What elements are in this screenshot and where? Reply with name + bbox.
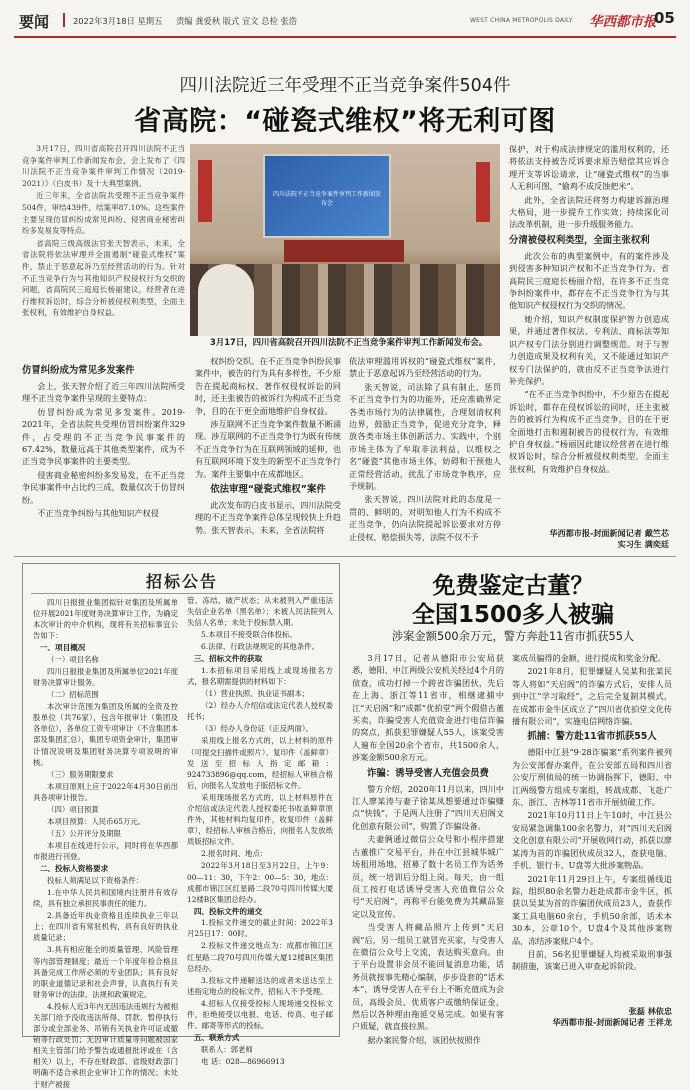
byline-intern: 实习生 满奕廷 [617,539,669,549]
body-paragraph: 侵害商业秘密纠纷多发易发，在不正当竞争民事案件中占比约三成，数量仅次于仿冒纠纷。 [22,469,185,505]
tender-section: 三、招标文件的获取 [193,654,263,664]
page-number: 05 [654,9,675,27]
section-label: 要闻 [19,13,50,31]
tender-text: （二）招标范围 [47,690,99,700]
page-header [0,0,690,40]
story2-col-1 [352,652,504,1045]
tender-text: 四川日报报业集团及所属单位2021年度财务决算审计服务。 [33,666,178,687]
story2-subhead: 涉案金额500余万元，警方奔赴11省市抓获55人 [391,630,635,643]
body-paragraph: 依法审理滥用诉权的“碰瓷式维权”案件，禁止于恶意起诉乃至经营活动的行为。 [349,356,501,379]
section-rule [14,556,676,557]
tender-text: 管、冻结、破产状态；从未被列入严重违法失信企业名单（黑名单）；未被人民法院列入失信人名单；未处于投标禁入期。 [187,596,333,628]
tender-text: 2.具备近年执业资格且连续执业三年以上；在四川省有常驻机构，具有良好的执业质量记录； [33,911,178,943]
body-paragraph: 她介绍，知识产权制度保护智力创造成果，并通过著作权法、专利法、商标法等知识产权专门法分别进行调整规范。对于与智力创造成果及权利有关，又不能通过知识产权专门法保护的，就由反不正当竞争法进行补充保护。 [509,313,669,386]
tender-text: 投标人须满足以下资格条件： [47,875,144,885]
body-paragraph: 仿冒纠纷成为常见多发案件。2019-2021年，全省法院共受理仿冒纠纷案件329件，占受理的不正当竞争民事案件的67.42%，数量远高于其他类型案件，成为不正当竞争民事案件的主要类型。 [22,406,185,467]
body-paragraph: 此次发布的白皮书显示，四川法院受理的不正当竞争案件总体呈现较快上升趋势。张天智表示，未来，全省法院将 [195,500,341,535]
tender-text: 4.招标人仅接受投标人现场递交投标文件，拒绝接受以电报、电话、传真、电子邮件、邮寄等形式的投标。 [187,998,333,1031]
body-paragraph: 德阳中江县“9·28诈骗案”系列案件被列为公安部督办案件，在公安部五局和四川省公安厅刑侦局的统一协调指挥下，德阳、中江两级警方组成专案组，转战成都、飞赴广东、浙江、吉林等11省市开展侦破工作。 [512,747,672,808]
body-paragraph: 目前，56名犯罪嫌疑人均被采取刑事强制措施，该案已进入审查起诉阶段。 [512,948,672,972]
body-paragraph: 此外，全省法院还将努力构建诉源治理大格局，进一步提升工作实效；持续深化司法改革机制，进一步升级服务能力。 [509,194,669,230]
tender-text: （五）公开评分及期限 [47,829,121,839]
photo-flag-left [198,160,212,222]
header-staff: 责编 龚爱秋 版式 宣文 总检 张浩 [176,16,298,26]
intro-paragraph: 3月17日，四川省高院召开四川法院不正当竞争案件审判工作新闻发布会，会上发布了《四川法院不正当竞争案件审判工作情况（2019-2021）》（白皮书）及十大典型案例。 [22,144,185,188]
tender-text: 电 话：028—86966913 [201,1056,285,1066]
lead-photo [190,144,500,336]
body-paragraph: 张天智说，四川法院对此的态度是一贯的、鲜明的，对明知他人行为不构成不正当竞争，仍向法院提起诉讼要求对方停止侵权、赔偿损失等，法院不仅不予 [349,494,501,542]
tender-col-1 [33,597,178,1089]
photo-screen [263,154,391,238]
tender-text: 本项目在线进行公示，同时将在华西都市报进行刊登。 [33,841,178,862]
byline-reporter: 华西都市报-封面新闻记者 王祥龙 [552,1017,672,1027]
intro-paragraph: 省高院三级高级法官张天智表示，未来，全省法院将依法审理并全面遏制“碰瓷式维权”案件，禁止于恶意起诉乃至经营活动的行为。针对不正当竞争行为与其他知识产权侵权行为交织的问题，省高院民三庭庭长杨丽建议，经营者在进行维权诉讼时，综合分析被侵权利类型，全面主张权利，有效维护自身权益。 [22,238,185,318]
tender-text: 联系人：郭老师 [201,1044,253,1054]
story2-headline-2: 全国1500多人被骗 [411,602,614,628]
tender-section: 二、投标人资格要求 [39,864,109,874]
photo-presenter [198,264,254,336]
intro-paragraph: 近三年来，全省法院共受理不正当竞争案件504件，审结439件，结案率87.10%。这些案件主要呈现仿冒纠纷成常见纠纷、侵害商业秘密纠纷多发易发等特点。 [22,191,185,236]
subhead-fraud: 诈骗：诱导受害人充值会员费 [367,767,489,779]
tender-notice [22,563,340,1089]
body-paragraph: 会上，张天智介绍了近三年四川法院所受理不正当竞争案件呈现的主要特点： [22,381,185,404]
tender-text: 1.在中华人民共和国境内注册并有效存续，具有独立承担民事责任的能力。 [33,887,178,909]
subhead-counterfeit: 仿冒纠纷成为常见多发案件 [22,365,135,376]
subhead-arrest: 抓捕：警方赴11省市抓获55人 [527,731,657,743]
photo-caption: 3月17日，四川省高院召开四川法院不正当竞争案件审判工作新闻发布会。 [210,337,488,347]
body-paragraph: 此次公布的典型案例中，有的案件涉及到侵害多种知识产权和不正当竞争行为。省高院民三庭庭长杨丽介绍，在许多不正当竞争纠纷案件中，都存在不正当竞争行为与其他知识产权侵权行为交织的情况。 [509,250,669,311]
header-rule [14,36,676,38]
lead-col-4 [509,143,669,529]
lead-intro [22,143,185,361]
tender-text: （3）经办人身份证（正反两面）。 [201,724,313,734]
tender-text: 2.报名时间、地点： [201,849,268,859]
body-paragraph: 保护，对于构成法律规定的滥用权利的，还将依法支持被告反诉要求原告赔偿其应诉合理开支等诉讼请求，让“碰瓷式维权”的当事人无利可图，“偷鸡不成反蚀把米”。 [509,144,669,192]
body-paragraph: 不正当竞争纠纷与其他知识产权侵 [37,508,159,519]
body-paragraph: 3月17日，记者从德阳市公安局获悉，德阳、中江两级公安机关经过4个月的侦查，成功打掉一个跨省诈骗团伙，先后在上海、浙江等11省市，相继逮捕中江“天启阁”和“成都”优拍堂”两个假借古董买卖，诈骗受害人充值资金进行电信诈骗的窝点，抓获犯罪嫌疑人55人，该案受害人遍布全国20余个省市，共1500余人，涉案金额500余万元。 [352,653,504,763]
tender-text: （三）服务期限要求 [47,769,114,779]
body-paragraph: 2021年8月，犯罪嫌疑人吴某和张某民等人将如“天启阁”的诈骗方式后，安排人员到中江“学习取经”，之后完全复制其模式，在成都市金牛区成立了“四川省优拍堂文化传播有限公司”，实施电信网络诈骗。 [512,666,672,727]
tender-text: 3.具有相应能全的质量管理、风险管理等内部管理制度；最近一个年度年检合格且具备完成工作所必须的专业团队；具有良好的职业道德记录和社会声誉，认真执行有关财务审计的法律、法规和政策规定。 [33,945,178,999]
story2-col-2 [512,652,672,1004]
tender-text: 本项目原则上应于2022年4月30日前出具各项审计报告。 [33,781,178,802]
lead-byline [509,528,669,550]
paper-logo: 华西都市报 [589,14,657,30]
body-paragraph: 警方介绍，2020年11月以来，四川中江人廖某涛与妻子徐某凤想要通过诈骗赚点“快钱”，于是两人注册了“四川天启阁文化创意有限公司”，购置了诈骗设备。 [352,783,504,831]
tender-col-2 [187,578,333,1066]
lead-col-1 [22,361,185,547]
body-paragraph: 案成员骗得的金额，进行提成和奖金分配。 [512,653,666,663]
tender-text: （1）营业执照、执业证书副本； [201,689,310,699]
header-divider [63,13,65,27]
tender-title: 招标公告 [145,572,218,591]
tender-text: （2）经办人介绍信或法定代表人授权委托书； [187,701,333,722]
tender-text: 6.法律、行政法规规定的其他条件。 [201,642,319,652]
tender-text: 4.投标人近3年内无因违法违规行为被相关部门给予没收违法所得、罚款、暂停执行部分或全部业务、吊销有关执业许可证或撤销等行政处罚；无因审计质量等问题被国家相关主管部门给予警告或通报批评或在（含相关）以上，不存在财政部、省级财政部门明确不适合承担企业审计工作的情况；未处于财产被接 [33,1001,178,1089]
tender-section: 四、投标文件的递交 [193,906,263,916]
photo-flag-right [476,162,490,222]
body-paragraph: 当受害人将藏品照片上传到“天启阁”后，另一组员工就冒充买家，与受害人在微信公众号上交流，表达购买意向。由于平台设置非会员不能回复消息功能，话务员就按事先精心编制，步步设套的“话术本”，诱导受害人在平台上不断充值成为会员，高级会员、优质客户或缴纳保证金，然后以各种理由拖延交易完成。如果有客户质疑，就直接拉黑。 [352,922,504,1032]
body-paragraph: 张天智说，司法除了具有制止、惩罚不正当竞争行为的功能外，还应准确界定各类市场行为的法律属性，合理划清权利边界，鼓励正当竞争，促进充分竞争，释放各类市场主体创新活力。实践中，个别市场主体为了牟取非法利益，以维权之名“碰瓷”其他市场主体，妨碍和干预他人正常经营活动，扰乱了市场竞争秩序，应予规制。 [349,381,501,492]
tender-section: 五、联系方式 [193,1033,240,1043]
body-paragraph: 涉互联网不正当竞争案件数量不断涌现。涉互联网的不正当竞争行为既有传统不正当竞争行为在互联网领域的延伸，也有互联网环境下发生的新型不正当竞争行为。案件主要集中在成都地区。 [195,419,341,479]
tender-text: 采用现场报名方式的，以上材料原件在介绍信或法定代表人授权委托书收盖鲜章原件外，其他材料均复印件，收复印件（盖鲜章），经招标人审核合格后，向报名人发放纸质版招标文件。 [187,792,333,847]
body-paragraph: 权纠纷交织。在不正当竞争纠纷民事案件中，被告的行为具有多样性，不少原告在提起商标权、著作权侵权诉讼的同时，还主张被告的被诉行为构成不正当竞争，目的在于更全面地维护自身权益。 [195,356,341,416]
body-paragraph: 2021年10月11日上午10时，中江县公安局紧急调集100余名警力，对“四川天启阁文化创意有限公司”开展收网行动，抓获以廖某涛为首的诈骗团伙成员32人，查获电脑、手机、银行卡、U盘等大批涉案物品。 [512,810,672,871]
byline-authors: 张磊 林依忠 [628,1006,672,1016]
tender-text: 3.投标文件递解送达的或者未送达至上述指定地点的投标文件，招标人不予受理。 [187,975,333,996]
tender-text: 2022年3月18日至3月22日，上午9：00—11：30，下午2：00—5：30，地点：成都市锦江区红星路二段70号四川传媒大厦12楼B区集团总经办。 [187,861,333,904]
tender-text: 5.本项目不接受联合体投标。 [201,630,297,640]
tender-text: （一）项目名称 [47,654,99,664]
paper-english-name: WEST CHINA METROPOLIS DAILY [470,17,573,24]
lead-kicker: 四川法院近三年受理不正当竞争案件504件 [179,76,511,96]
lead-col-2 [195,355,341,550]
tender-text: 本次审计范围为集团及所属的全资及控股单位（共76家），包含年报审计（集团及各单位），各单位工资专项审计（不含集团本部及集团汇总），集团专项资金审计，集团审计情况说明及集团财务决算专项说明的审核。 [33,702,178,767]
photo-podium [284,240,404,262]
subhead-pengci: 依法审理“碰瓷式维权”案件 [210,484,326,496]
body-paragraph: 据办案民警介绍，该团伙按照作 [367,1034,481,1045]
tender-text: 采用线上报名方式的，以上材料的原件（可提交扫描件或照片）、复印件（盖鲜章）发送至招标人指定邮箱：924733896@qq.com，经招标人审核合格后，向报名人发放电子版招标文件。 [187,736,333,790]
tender-text: 2.投标文件递交地点为：成都市锦江区红星路二段70号四川传媒大厦12楼B区集团总经办。 [187,941,333,973]
lead-col-3 [349,355,501,550]
byline-reporter: 华西都市报-封面新闻记者 戴竺芯 [549,528,669,538]
tender-text: 1.投标文件递交的截止时间：2022年3月25日17：00时。 [187,918,333,939]
lead-headline: 省高院：“碰瓷式维权”将无利可图 [134,106,556,137]
tender-text: 本项目预算：人民币65万元。 [47,817,146,827]
header-date: 2022年3月18日 星期五 [73,16,163,26]
story2-byline [512,1006,672,1028]
subhead-rights: 分清被侵权利类型，全面主张权利 [509,234,650,246]
story2-headline-1: 免费鉴定古董？ [432,573,594,599]
body-paragraph: 2021年11月29日上午，专案组循线追踪，组织80余名警力赶赴成都市金牛区，抓获以吴某为首的诈骗团伙成员23人，查获作案工具电脑60余台，手机50余部，话术本30本，公章10个，U盘4个及其他涉案物品，冻结涉案账户4个。 [512,873,672,946]
tender-text: 四川日报报业集团拟针对集团及所属单位开展2021年度财务决算审计工作，为确定本次审计的中介机构，现将有关招标事宜公告如下： [33,598,178,641]
body-paragraph: “在不正当竞争纠纷中，不少原告在提起诉讼时，都存在侵权诉讼的同时，还主张被告的被诉行为构成不正当竞争，目的在于更全面地打击和遏制被告的侵权行为，有效维护自身权益。”杨丽因此建议经营者在进行维权诉讼时，综合分析被侵权利类型，全面主张权利，有效维护自身权益。 [509,389,669,474]
tender-text: 1.本招标项目采用线上或现场报名方式，报名期需提供的材料如下： [187,665,333,686]
body-paragraph: 夫妻俩通过微信公众号和小程序搭建古董推广交易平台，并在中江县城华城广场租用场地，招募了数十名员工作为话务员，统一培训后分组上岗。每天，由一组员工按打电话诱导受害人充值微信公众号“天启阁”，再称平台能免费为其藏品鉴定以及宣传。 [352,834,504,919]
photo-screen-title: 四川法院不正当竞争案件审判工作新闻发布会 [272,191,381,207]
tender-text: （四）项目预算 [47,805,99,814]
tender-section: 一、项目概况 [39,643,86,653]
